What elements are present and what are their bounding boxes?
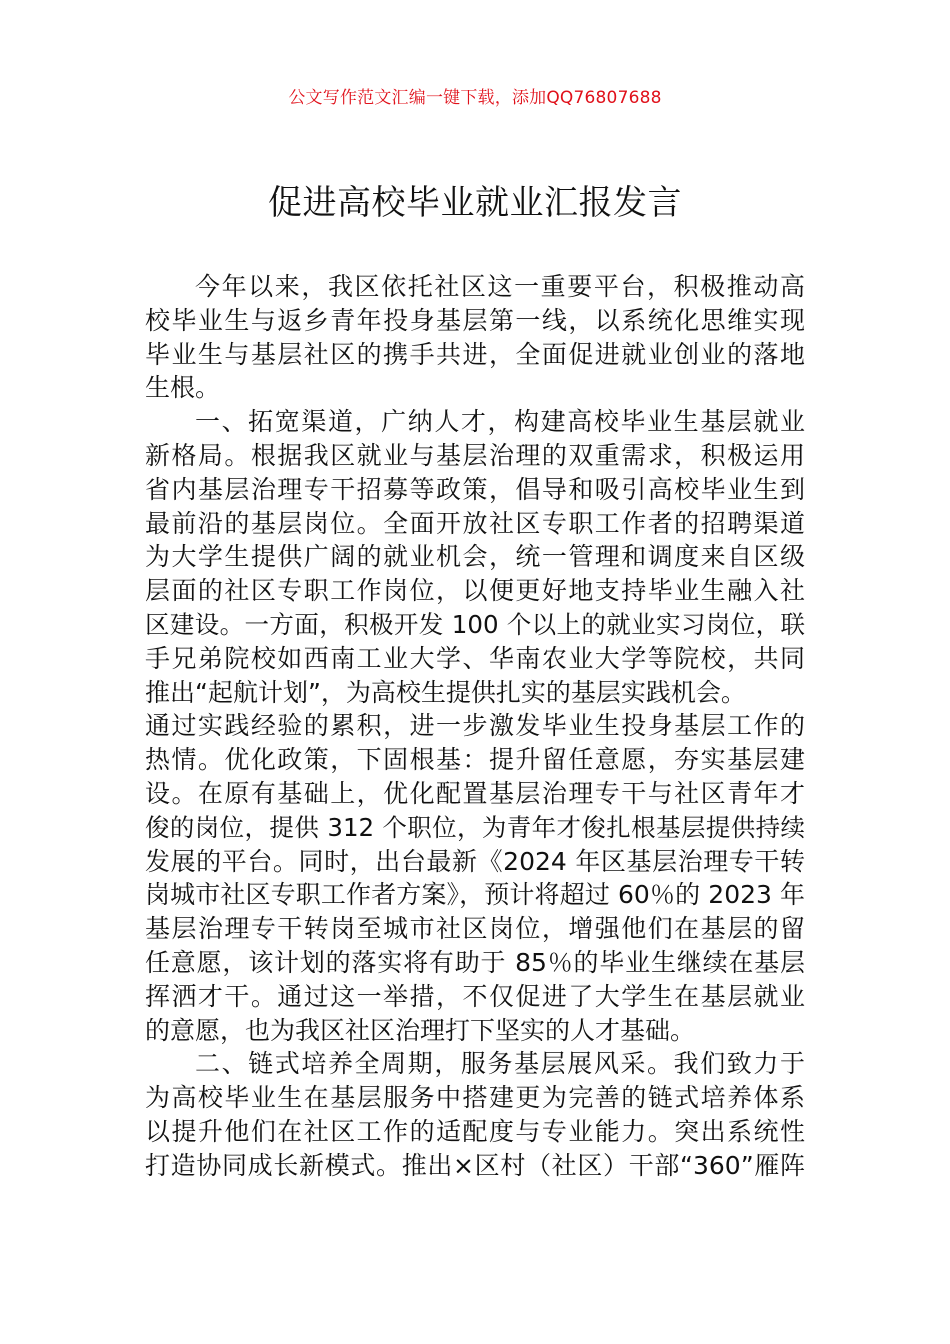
body-text	[145, 270, 805, 1183]
text-line: 通过实践经验的累积，进一步激发毕业生投身基层工作的	[145, 711, 805, 741]
text-line: 的意愿，也为我区社区治理打下坚实的人才基础。	[145, 1015, 696, 1045]
text-line: 推出“起航计划”，为高校生提供扎实的基层实践机会。	[145, 677, 746, 707]
text-line: 热情。优化政策，下固根基：提升留任意愿，夯实基层建	[145, 745, 805, 775]
text-line: 设。在原有基础上，优化配置基层治理专干与社区青年才	[145, 778, 805, 808]
text-line: 新格局。根据我区就业与基层治理的双重需求，积极运用	[145, 440, 805, 470]
text-line: 为高校毕业生在基层服务中搭建更为完善的链式培养体系	[145, 1083, 805, 1113]
text-line: 校毕业生与返乡青年投身基层第一线，以系统化思维实现	[145, 305, 805, 335]
text-line: 发展的平台。同时，出台最新《2024 年区基层治理专干转	[145, 846, 805, 876]
text-line: 为大学生提供广阔的就业机会，统一管理和调度来自区级	[145, 542, 805, 572]
text-line: 省内基层治理专干招募等政策，倡导和吸引高校毕业生到	[145, 474, 805, 504]
text-line: 以提升他们在社区工作的适配度与专业能力。突出系统性	[145, 1116, 805, 1146]
text-line: 一、拓宽渠道，广纳人才，构建高校毕业生基层就业	[195, 407, 805, 437]
text-line: 俊的岗位，提供 312 个职位，为青年才俊扎根基层提供持续	[145, 812, 805, 842]
text-line: 最前沿的基层岗位。全面开放社区专职工作者的招聘渠道	[145, 508, 805, 538]
text-line: 层面的社区专职工作岗位，以便更好地支持毕业生融入社	[145, 576, 805, 606]
document-title: 促进高校毕业就业汇报发言	[268, 183, 682, 223]
text-line: 生根。	[145, 373, 221, 403]
text-line: 挥洒才干。通过这一举措，不仅促进了大学生在基层就业	[145, 981, 805, 1011]
text-line: 任意愿，该计划的落实将有助于 85％的毕业生继续在基层	[145, 947, 805, 977]
text-line: 今年以来，我区依托社区这一重要平台，积极推动高	[195, 272, 805, 301]
text-line: 打造协同成长新模式。推出×区村（社区）干部“360”雁阵	[145, 1150, 805, 1180]
header-note: 公文写作范文汇编一键下载，添加QQ76807688	[288, 88, 662, 108]
text-line: 基层治理专干转岗至城市社区岗位，增强他们在基层的留	[145, 914, 805, 944]
text-line: 区建设。一方面，积极开发 100 个以上的就业实习岗位，联	[145, 609, 805, 639]
text-line: 岗城市社区专职工作者方案》，预计将超过 60％的 2023 年	[145, 880, 805, 910]
text-line: 毕业生与基层社区的携手共进，全面促进就业创业的落地	[145, 339, 805, 369]
text-line: 手兄弟院校如西南工业大学、华南农业大学等院校，共同	[145, 643, 805, 673]
text-line: 二、链式培养全周期，服务基层展风采。我们致力于	[195, 1049, 805, 1079]
